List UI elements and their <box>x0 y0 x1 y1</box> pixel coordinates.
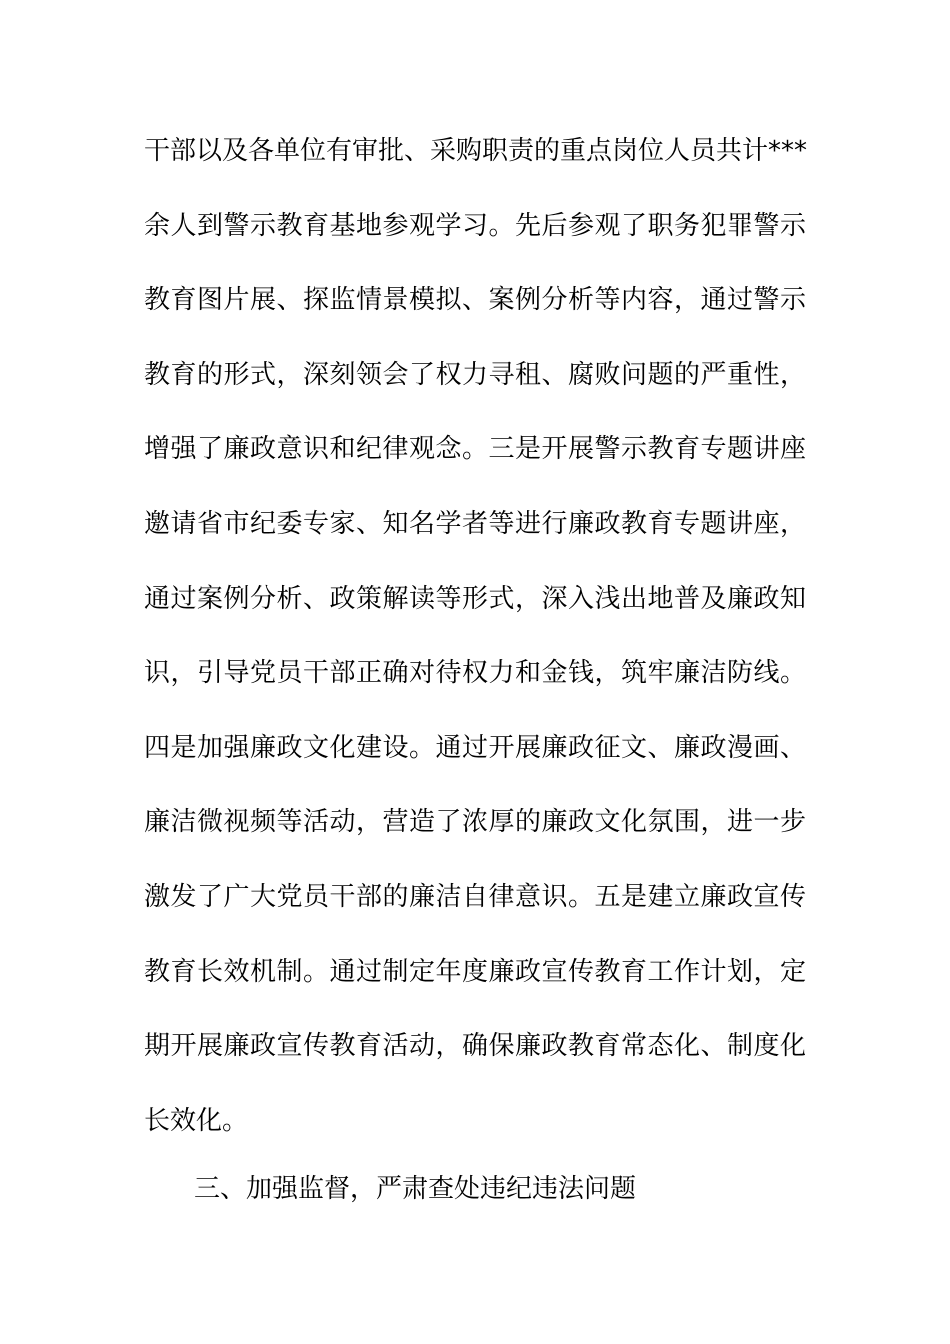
paragraph-line: 长效化。 <box>144 1105 249 1136</box>
paragraph-line: 廉洁微视频等活动，营造了浓厚的廉政文化氛围，进一步 <box>144 807 806 838</box>
paragraph-line: 教育图片展、探监情景模拟、案例分析等内容，通过警示 <box>144 285 806 316</box>
paragraph-line: 激发了广大党员干部的廉洁自律意识。五是建立廉政宣传 <box>144 881 806 912</box>
paragraph-line: 期开展廉政宣传教育活动，确保廉政教育常态化、制度化 <box>144 1031 806 1062</box>
body-paragraph <box>144 131 806 1175</box>
section-heading: 三、加强监督，严肃查处违纪违法问题 <box>194 1174 637 1204</box>
paragraph-line: 干部以及各单位有审批、采购职责的重点岗位人员共计*** <box>144 136 808 166</box>
paragraph-line: 通过案例分析、政策解读等形式，深入浅出地普及廉政知 <box>144 583 806 614</box>
paragraph-line: 邀请省市纪委专家、知名学者等进行廉政教育专题讲座， <box>144 508 806 539</box>
paragraph-line: 增强了廉政意识和纪律观念。三是开展警示教育专题讲座 <box>144 434 806 465</box>
paragraph-line: 识，引导党员干部正确对待权力和金钱，筑牢廉洁防线。 <box>144 658 806 689</box>
paragraph-line: 教育的形式，深刻领会了权力寻租、腐败问题的严重性， <box>144 359 806 390</box>
paragraph-line: 教育长效机制。通过制定年度廉政宣传教育工作计划，定 <box>144 956 806 987</box>
paragraph-line: 余人到警示教育基地参观学习。先后参观了职务犯罪警示 <box>144 210 806 241</box>
paragraph-line: 四是加强廉政文化建设。通过开展廉政征文、廉政漫画、 <box>144 732 806 763</box>
